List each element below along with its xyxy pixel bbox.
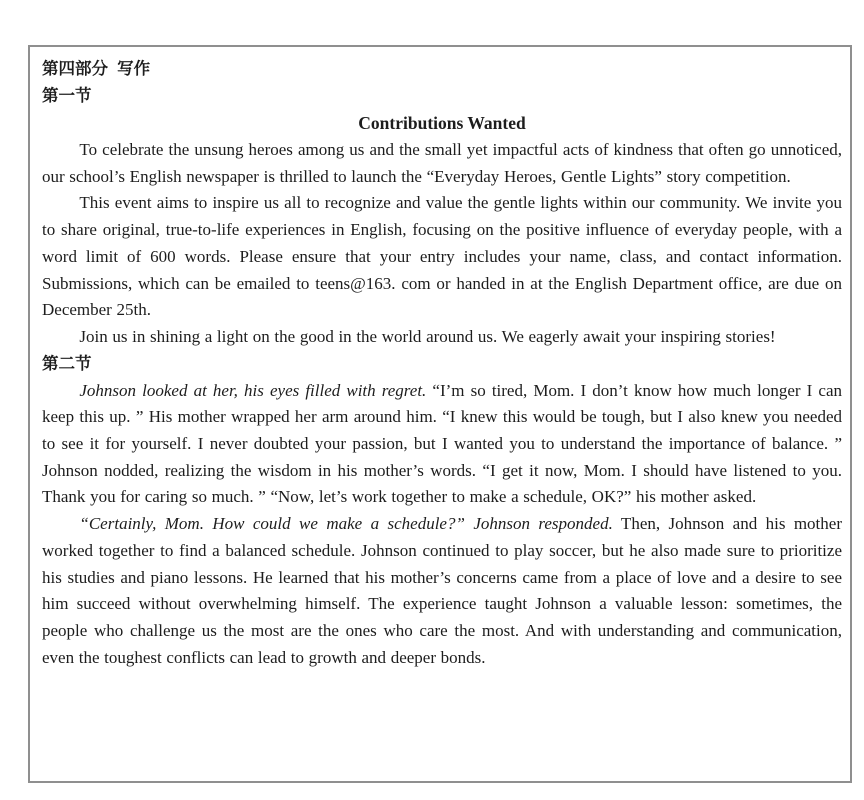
story-paragraph-1: Johnson looked at her, his eyes filled with regret. “I’m so tired, Mom. I don’t know how much longer I can keep this up. ” His mother wrapped her arm around him. “I knew this would be tough, but I also knew you needed to see it for yourself. I never doubted your passion, but I wanted you to understand the importance of balance. ” Johnson nodded, realizing the wisdom in his mother’s words. “I get it now, Mom. I should have listened to you. Thank you for caring so much. ” “Now, let’s work together to make a schedule, OK?” his mother asked. (42, 380, 842, 507)
notice-paragraph-1: To celebrate the unsung heroes among us and the small yet impactful acts of kindness that often go unnoticed, our school’s English newspaper is thrilled to launch the “Everyday Heroes, Gentle Lights” story competition. (42, 140, 842, 186)
content-box (28, 45, 852, 783)
section-one-heading: 第一节 (42, 87, 92, 105)
section-two-heading: 第二节 (42, 354, 92, 373)
notice-paragraph-3: Join us in shining a light on the good in the world around us. We eagerly await your inspiring stories! (79, 326, 776, 346)
story-paragraph-2: “Certainly, Mom. How could we make a schedule?” Johnson responded. Then, Johnson and his mother worked together to find a balanced schedule. Johnson continued to play soccer, but he also made sure to prioritize his studies and piano lessons. He learned that his mother’s concerns came from a place of love and a desire to see him succeed without overwhelming himself. The experience taught Johnson a valuable lesson: sometimes, the people who challenge us the most are the ones who care the most. And with understanding and communication, even the toughest conflicts can lead to growth and deeper bonds. (42, 514, 842, 667)
part-four-heading: 第四部分 写作 (42, 60, 151, 78)
notice-title: Contributions Wanted (358, 113, 526, 133)
notice-paragraph-2: This event aims to inspire us all to recognize and value the gentle lights within our community. We invite you to share original, true-to-life experiences in English, focusing on the positive influence of everyday people, with a word limit of 600 words. Please ensure that your entry includes your name, class, and contact information. Submissions, which can be emailed to teens@163. com or handed in at the English Department office, are due on December 25th. (42, 193, 842, 320)
